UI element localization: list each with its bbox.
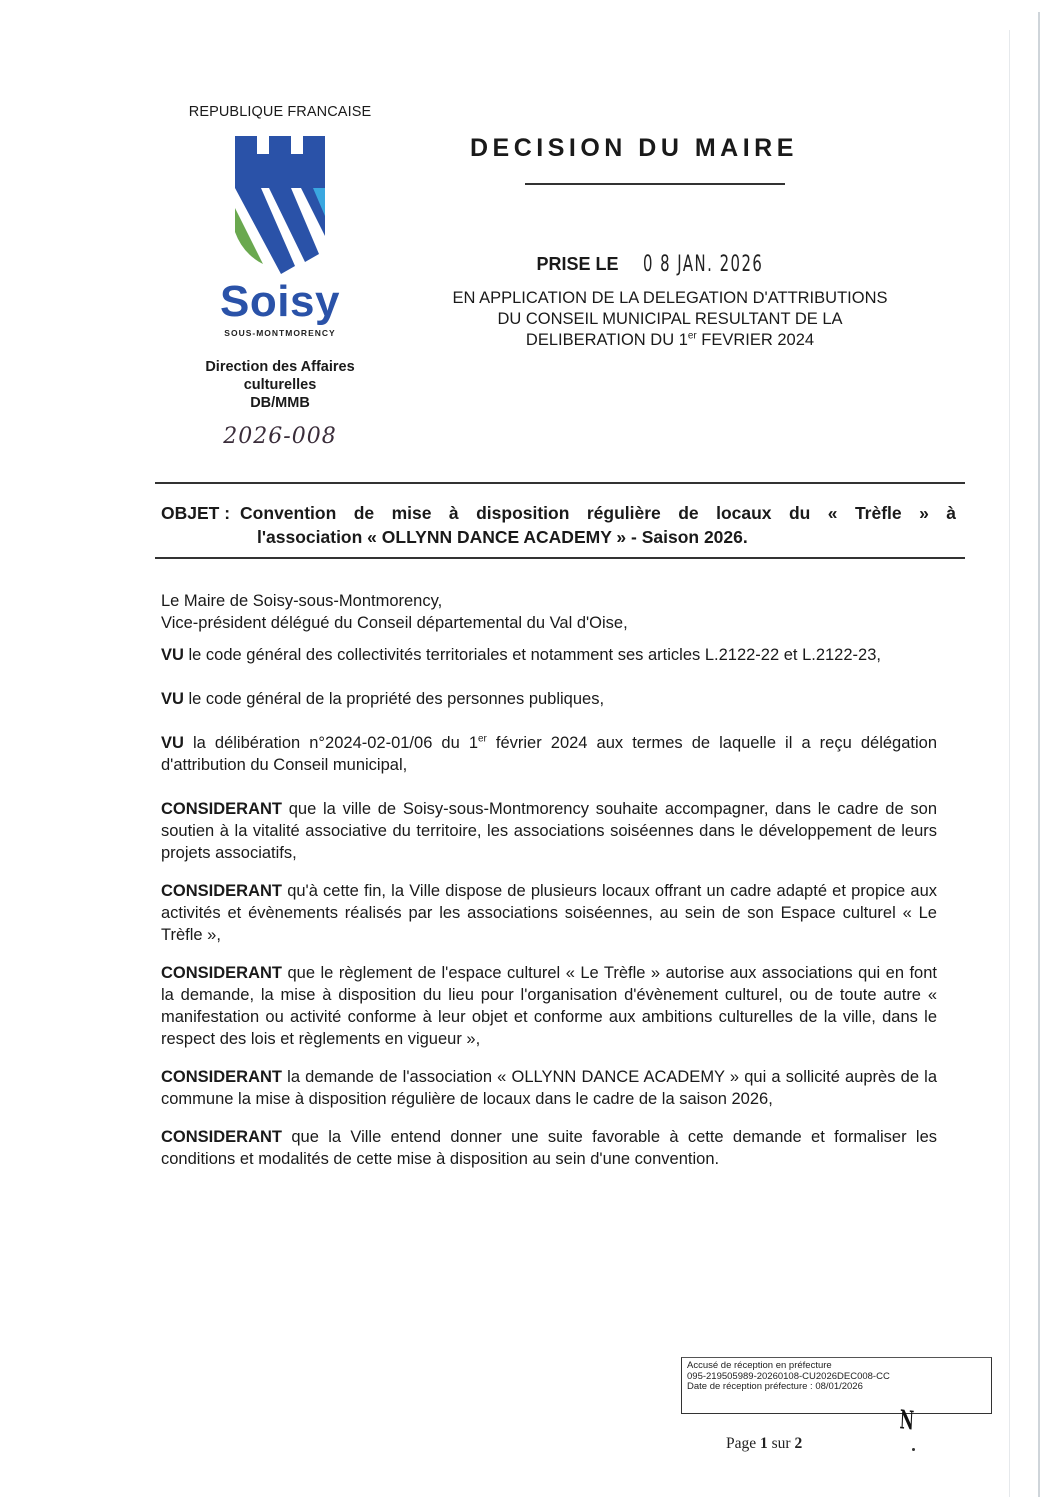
considerant-clause: CONSIDERANT que la Ville entend donner une suite favorable à cette demande et formaliser les conditions et modalités de cette mise à disposition au sein d'une convention. [161, 1128, 937, 1168]
delegation-line: EN APPLICATION DE LA DELEGATION D'ATTRIBUTIONS [452, 289, 888, 307]
title-underline [525, 183, 785, 185]
stamp-line: Accusé de réception en préfecture [687, 1360, 832, 1371]
mayor-title-line: Vice-président délégué du Conseil départemental du Val d'Oise, [161, 614, 628, 632]
department-line: Direction des Affaires [205, 359, 355, 375]
scan-artifact-line [1038, 12, 1040, 1497]
delegation-line: DU CONSEIL MUNICIPAL RESULTANT DE LA [497, 310, 843, 328]
date-stamp: 0 8 JAN. 2026 [643, 252, 764, 277]
document-title: DECISION DU MAIRE [470, 134, 798, 162]
objet-label: OBJET : [161, 503, 231, 523]
logo-wordmark: Soisy [220, 277, 340, 326]
logo-subtitle: SOUS-MONTMORENCY [224, 328, 336, 338]
decision-body [161, 590, 937, 1170]
vu-clause: VU le code général de la propriété des personnes publiques, [161, 690, 605, 708]
issuer-block [160, 100, 400, 449]
scan-artifact-line [1009, 30, 1010, 1497]
prise-le-label: PRISE LE [536, 254, 619, 274]
considerant-clause: CONSIDERANT la demande de l'association « OLLYNN DANCE ACADEMY » qui a sollicité auprès de la commune la mise à disposition régulière de locaux dans le cadre de la saison 2026, [161, 1068, 937, 1108]
mayor-line: Le Maire de Soisy-sous-Montmorency, [161, 592, 443, 610]
stamp-reference: 095-219505989-20260108-CU2026DEC008-CC [687, 1370, 890, 1382]
delegation-line: DELIBERATION DU 1er FEVRIER 2024 [525, 330, 815, 349]
stamp-date: Date de réception préfecture : 08/01/2026 [687, 1381, 863, 1392]
ink-dot [912, 1448, 915, 1451]
prefecture-receipt-stamp [681, 1357, 992, 1414]
page-number: Page 1 sur 2 [726, 1435, 803, 1452]
considerant-clause: CONSIDERANT qu'à cette fin, la Ville dispose de plusieurs locaux offrant un cadre adapté et propice aux activités et évènements réalisés par les associations soiséennes, au sein de son Espace culturel « Le Trèfle », [161, 882, 937, 944]
vu-clause: VU la délibération n°2024-02-01/06 du 1er février 2024 aux termes de laquelle il a reçu délégation d'attribution du Conseil municipal, [161, 733, 937, 774]
soisy-shield-logo-icon [225, 136, 335, 276]
objet-bottom-rule [155, 557, 965, 559]
objet-line: l'association « OLLYNN DANCE ACADEMY » - Saison 2026. [257, 527, 748, 547]
issuing-department [160, 358, 400, 412]
considerant-clause: CONSIDERANT que le règlement de l'espace culturel « Le Trèfle » autorise aux associations qui en font la demande, la mise à disposition du lieu pour l'organisation d'évènement culturel, ou de toute autre « manifestation ou activité conforme à leur objet et conforme aux ambitions culturelles de la ville, dans le respect des lois et règlements en vigueur », [161, 964, 937, 1048]
considerant-clause: CONSIDERANT que la ville de Soisy-sous-Montmorency souhaite accompagner, dans le cadre de son soutien à la vitalité associative du territoire, les associations soiséennes dans le développement de leurs projets associatifs, [161, 800, 937, 862]
delegation-statement [400, 288, 940, 351]
objet-top-rule [155, 482, 965, 484]
republique-francaise: REPUBLIQUE FRANCAISE [188, 104, 372, 120]
vu-clause: VU le code général des collectivités territoriales et notamment ses articles L.2122-22 et L.2122-23, [161, 646, 881, 664]
handwritten-initials: N [899, 1405, 915, 1437]
department-reference: DB/MMB [250, 395, 310, 411]
objet-line: Convention de mise à disposition régulière de locaux du « Trèfle » à [240, 503, 956, 523]
decision-date-row [400, 252, 940, 277]
department-line: culturelles [243, 377, 317, 393]
handwritten-decision-number: 2026-008 [223, 424, 337, 449]
objet-subject [161, 501, 956, 549]
